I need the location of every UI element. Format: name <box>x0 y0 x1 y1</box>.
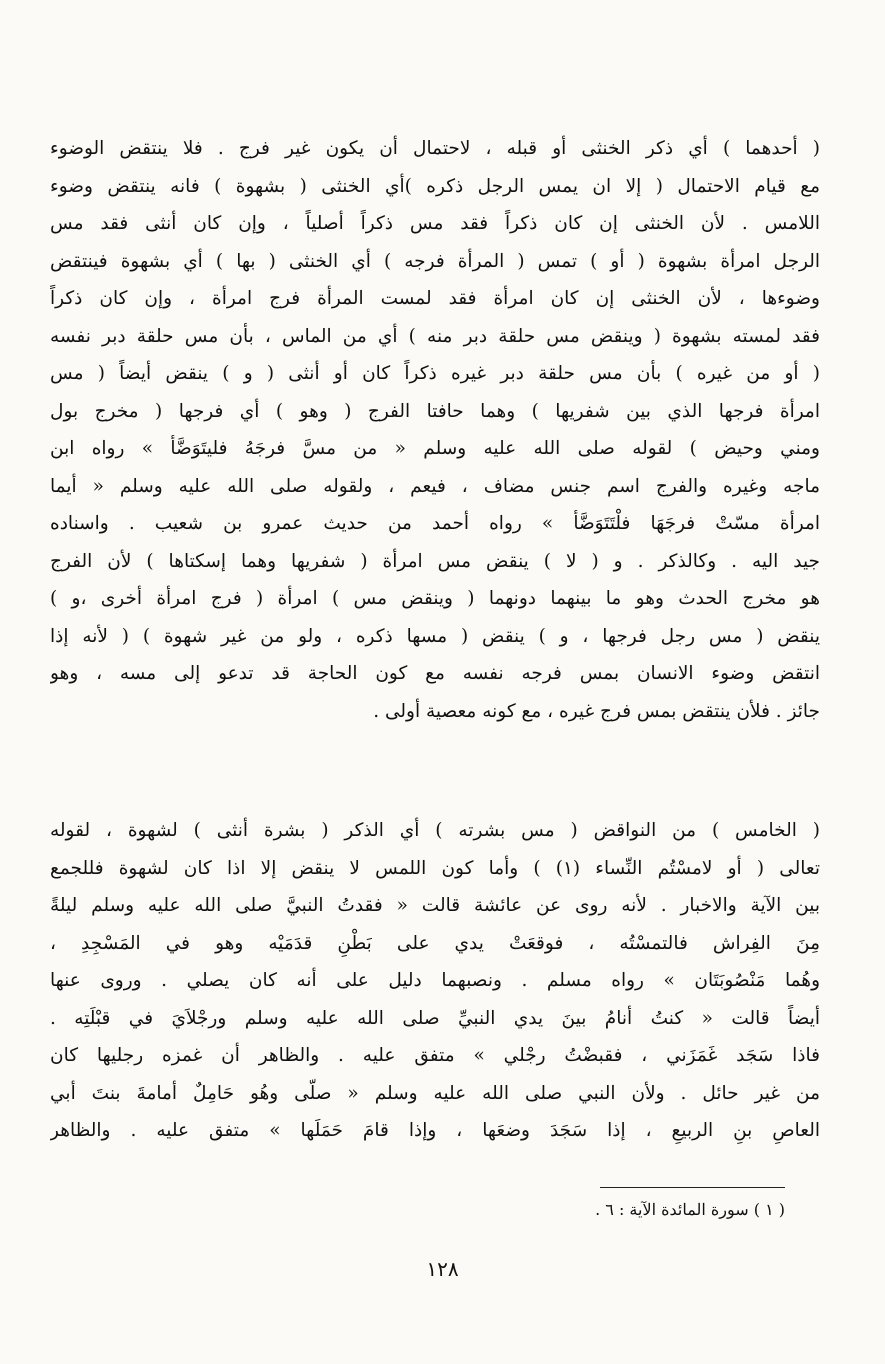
text-line: وهُما مَنْصُوبَتَان » رواه مسلم . ونصبهما دليل على أنه كان يصلي . وروى عنها <box>50 970 820 991</box>
footnote-divider <box>600 1187 785 1188</box>
text-line: الرجل امرأة بشهوة ( أو ) تمس ( المرأة فرجه ) أي الخنثى ( بها ) أي بشهوة فينتقض <box>50 250 820 272</box>
text-line: ( الخامس ) من النواقض ( مس بشرته ) أي الذكر ( بشرة أنثى ) لشهوة ، لقوله <box>50 820 820 841</box>
text-line: ينقض ( مس رجل فرجها ، و ) ينقض ( مسها ذكره ، ولو من غير شهوة ) ( لأنه إذا <box>50 625 820 647</box>
text-line: امرأة مسّتْ فرجَهَا فلْتَتَوَضَّأ » رواه أحمد من حديث عمرو بن شعيب . واسناده <box>50 513 820 534</box>
text-line: وضوءها ، لأن الخنثى إن كان امرأة فقد لمست المرأة فرج امرأة ، وإن كان ذكراً <box>50 288 820 309</box>
page-number: ١٢٨ <box>426 1257 459 1281</box>
text-line: ( أحدهما ) أي ذكر الخنثى أو قبله ، لاحتمال أن يكون غير فرج . فلا ينتقض الوضوء <box>50 138 820 159</box>
text-line: هو مخرج الحدث وهو ما بينهما دونهما ( وينقض مس ) امرأة ( فرج امرأة أخرى ،و ) <box>50 588 820 609</box>
text-line: انتقض وضوء الانسان بمس فرجه نفسه مع كون الحاجة قد تدعو إلى مسه ، وهو <box>50 663 820 684</box>
text-line: اللامس . لأن الخنثى إن كان ذكراً فقد مس ذكراً أصلياً ، وإن كان أنثى فقد مس <box>50 213 820 234</box>
text-line: فاذا سَجَد غَمَزَني ، فقبضْتُ رجْلي » متفق عليه . والظاهر أن غمزه رجليها كان <box>50 1045 820 1066</box>
text-line: تعالى ( أو لامسْتُم النِّساء (١) ) وأما كون اللمس لا ينقض إلا اذا كان لشهوة فللجمع <box>50 857 820 879</box>
paragraph-1 <box>50 130 820 730</box>
text-line: أيضاً قالت « كنتُ أنامُ بينَ يدي النبيِّ صلى الله عليه وسلم ورجْلاَيَ في قبْلَتِه . <box>50 1007 820 1029</box>
text-line: العاصِ بنِ الربيعِ ، إذا سَجَدَ وضعَها ، وإذا قامَ حَمَلَها » متفق عليه . والظاهر <box>50 1120 820 1141</box>
text-line: مع قيام الاحتمال ( إلا ان يمس الرجل ذكره )أي الخنثى ( بشهوة ) فانه ينتقض وضوء <box>50 175 820 197</box>
footnote: ( ١ ) سورة المائدة الآية : ٦ . <box>595 1200 785 1219</box>
text-line: ومني وحيض ) لقوله صلى الله عليه وسلم « من مسَّ فرجَهُ فليتَوَضَّأ » رواه ابن <box>50 438 820 459</box>
text-line: ( أو من غيره ) بأن مس حلقة دبر غيره ذكراً كان أو أنثى ( و ) ينقض أيضاً ( مس <box>50 363 820 384</box>
text-line: ماجه وغيره والفرج اسم جنس مضاف ، فيعم ، ولقوله صلى الله عليه وسلم « أيما <box>50 475 820 497</box>
text-line: من غير حائل . ولأن النبي صلى الله عليه وسلم « صلّى وهُو حَامِلٌ أمامةَ بنتَ أبي <box>50 1082 820 1104</box>
text-line: بين الآية والاخبار . لأنه روى عن عائشة قالت « فقدتُ النبيَّ صلى الله عليه وسلم ليلةً <box>50 895 820 916</box>
text-line: جائز . فلأن ينتقض بمس فرج غيره ، مع كونه معصية أولى . <box>373 700 820 722</box>
text-line: مِنَ الفِراش فالتمسْتُه ، فوقعَتْ يدي على بَطْنِ قدَمَيْه وهو في المَسْجِدِ ، <box>50 932 820 954</box>
paragraph-2 <box>50 812 820 1150</box>
text-line: امرأة فرجها الذي بين شفريها ) وهما حافتا الفرج ( وهو ) أي فرجها ( مخرج بول <box>50 400 820 422</box>
text-line: فقد لمسته بشهوة ( وينقض مس حلقة دبر منه ) أي من الماس ، بأن مس حلقة دبر نفسه <box>50 325 820 347</box>
text-line: جيد اليه . وكالذكر . و ( لا ) ينقض مس امرأة ( شفريها وهما إسكتاها ) لأن الفرج <box>50 550 820 572</box>
